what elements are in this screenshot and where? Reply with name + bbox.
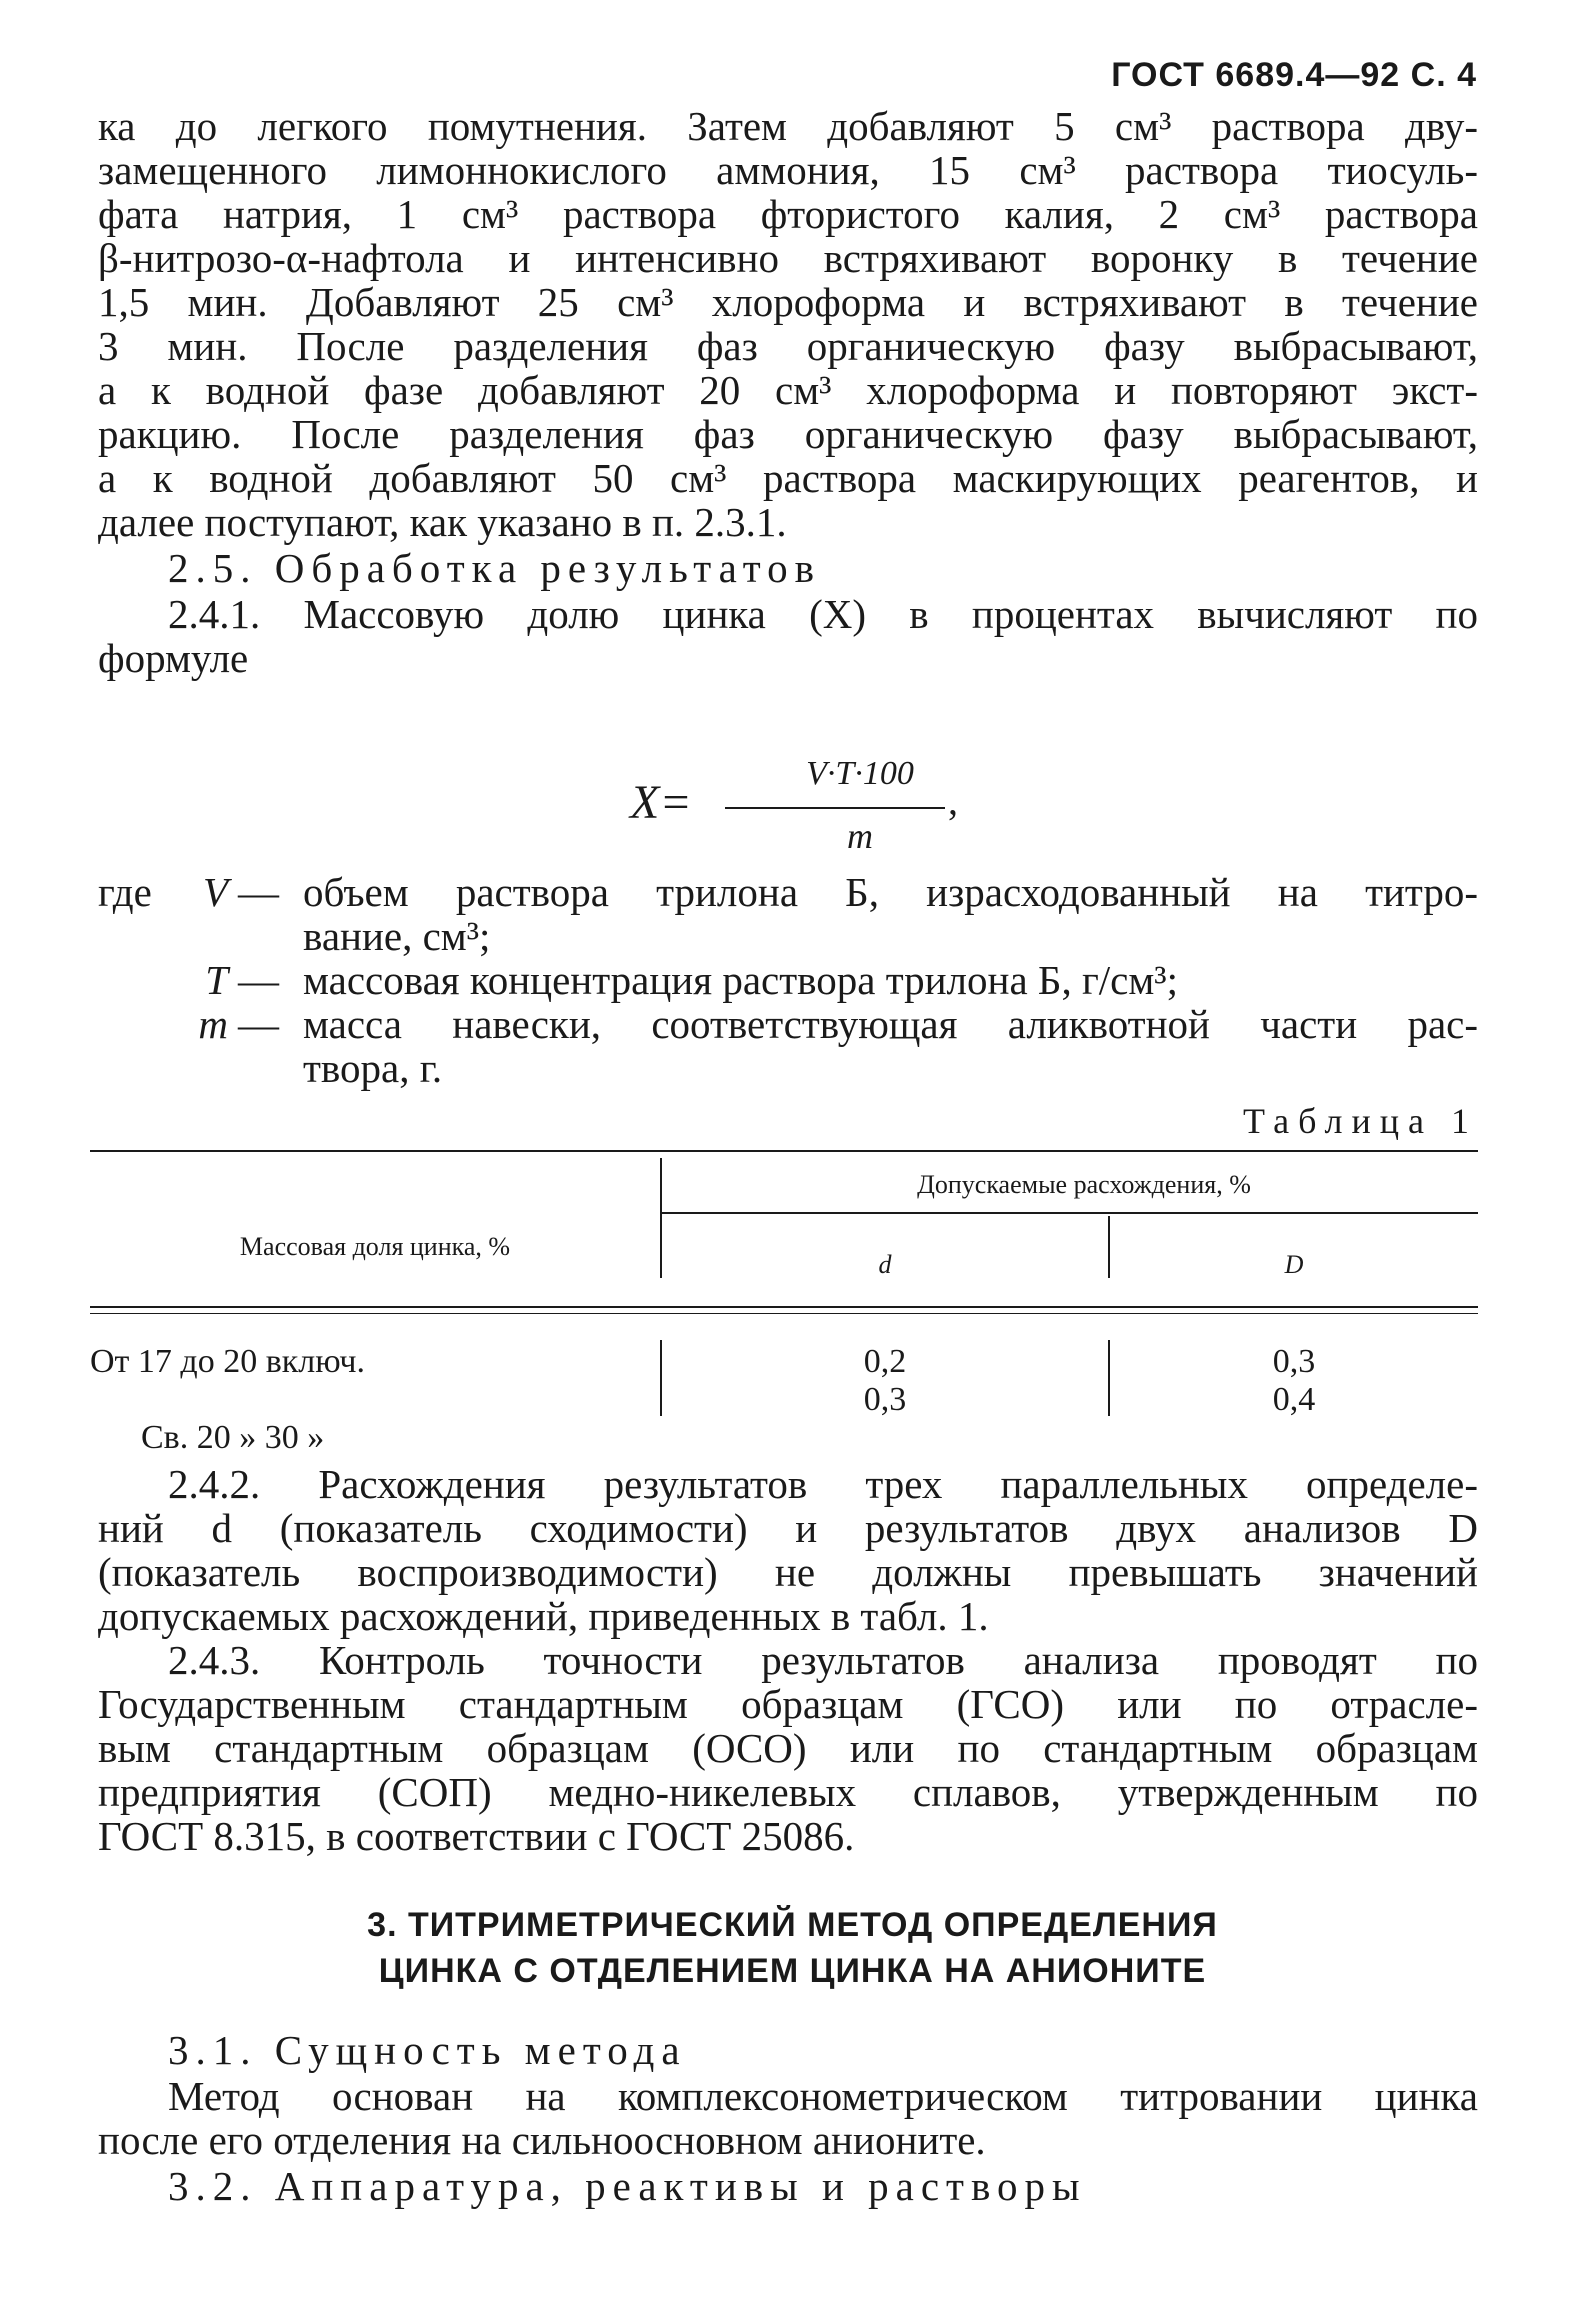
text-line: а к водной добавляют 50 см³ раствора маскирующих реагентов, и [98, 455, 1478, 501]
section-3-title: ЦИНКА С ОТДЕЛЕНИЕМ ЦИНКА НА АНИОНИТЕ [378, 1952, 1207, 1990]
text-line: 2.4.1. Массовую долю цинка (X) в процентах вычисляют по [168, 591, 1478, 637]
definition-row: m — масса навески, соответствующая аликвотной части рас- [98, 1002, 1478, 1046]
cell-range: Св. 20 » 30 » [141, 1419, 325, 1456]
formula-denominator: m [847, 816, 873, 856]
formula-comma: , [948, 778, 958, 823]
cell-D: 0,4 [1272, 1381, 1316, 1418]
col-header-d: d [878, 1250, 892, 1279]
table-row [90, 1343, 365, 1381]
text-line: фата натрия, 1 см³ раствора фтористого калия, 2 см³ раствора [98, 191, 1478, 237]
definition-text: твора, г. [303, 1045, 443, 1091]
text-line: вым стандартным образцам (ОСО) или по стандартным образцам [98, 1725, 1478, 1771]
text-line: предприятия (СОП) медно-никелевых сплавов, утвержденным по [98, 1769, 1478, 1815]
where-label: где [98, 869, 152, 915]
page-header: ГОСТ 6689.4—92 С. 4 [1111, 56, 1477, 94]
cell-d: 0,3 [863, 1381, 907, 1418]
text-line: Метод основан на комплексонометрическом титровании цинка [168, 2073, 1478, 2119]
text-line: а к водной фазе добавляют 20 см³ хлороформа и повторяют экст- [98, 367, 1478, 413]
definition-row: T — массовая концентрация раствора трилона Б, г/см³; [98, 958, 1478, 1002]
variable-definitions [98, 870, 1478, 1090]
text-line: β-нитрозо-α-нафтола и интенсивно встряхивают воронку в течение [98, 235, 1478, 281]
text-line: 3 мин. После разделения фаз органическую фазу выбрасывают, [98, 323, 1478, 369]
col-header-D: D [1284, 1250, 1304, 1279]
formula-lhs: X= [630, 776, 692, 829]
cell-D: 0,3 [1272, 1343, 1316, 1380]
text-line: ний d (показатель сходимости) и результатов двух анализов D [98, 1505, 1478, 1551]
formula-numerator: V·T·100 [806, 755, 914, 792]
definition-text: массовая концентрация раствора трилона Б, г/см³; [303, 957, 1178, 1003]
definition-symbol: T [205, 957, 228, 1003]
text-line: 2.4.2. Расхождения результатов трех параллельных определе- [168, 1461, 1478, 1507]
group-header: Допускаемые расхождения, % [917, 1170, 1251, 1199]
definition-row [98, 914, 1478, 958]
text-line: 2.4.3. Контроль точности результатов анализа проводят по [168, 1637, 1478, 1683]
definition-row [98, 1046, 1478, 1090]
cell-range: От 17 до 20 включ. [90, 1343, 365, 1380]
text-line: 1,5 мин. Добавляют 25 см³ хлороформа и встряхивают в течение [98, 279, 1478, 325]
header-rule [90, 1306, 1478, 1308]
fraction-bar [725, 807, 945, 809]
definition-symbol: m [198, 1001, 228, 1047]
zinc-formula [630, 755, 960, 875]
definition-text: вание, см³; [303, 913, 491, 959]
text-line: допускаемых расхождений, приведенных в табл. 1. [98, 1593, 989, 1639]
table-caption: Таблица 1 [1243, 1101, 1478, 1141]
text-line: Государственным стандартным образцам (ГСО) или по отрасле- [98, 1681, 1478, 1727]
text-line: далее поступают, как указано в п. 2.3.1. [98, 499, 787, 545]
text-line: замещенного лимоннокислого аммония, 15 см³ раствора тиосуль- [98, 147, 1478, 193]
text-line: формуле [98, 635, 249, 681]
definition-text: масса навески, соответствующая аликвотной части рас- [303, 1001, 1478, 1047]
text-line: ка до легкого помутнения. Затем добавляют 5 см³ раствора дву- [98, 103, 1478, 149]
definition-symbol: V [202, 869, 228, 915]
text-line: (показатель воспроизводимости) не должны превышать значений [98, 1549, 1478, 1595]
section-3-title: 3. ТИТРИМЕТРИЧЕСКИЙ МЕТОД ОПРЕДЕЛЕНИЯ [367, 1906, 1218, 1944]
table-top-rule [90, 1150, 1478, 1152]
definition-row: где V — объем раствора трилона Б, израсходованный на титро- [98, 869, 1478, 915]
group-header-rule [662, 1212, 1478, 1214]
section-heading-2-5: 2.5. Обработка результатов [168, 545, 822, 591]
definition-text: объем раствора трилона Б, израсходованный на титро- [303, 869, 1478, 915]
text-line: после его отделения на сильноосновном анионите. [98, 2117, 986, 2163]
header-rule [90, 1313, 1478, 1314]
section-heading-3-1: 3.1. Сущность метода [168, 2027, 687, 2073]
col-header-mass-fraction: Массовая доля цинка, % [239, 1232, 511, 1261]
text-line: ракцию. После разделения фаз органическую фазу выбрасывают, [98, 411, 1478, 457]
section-heading-3-2: 3.2. Аппаратура, реактивы и растворы [168, 2163, 1087, 2209]
text-line: ГОСТ 8.315, в соответствии с ГОСТ 25086. [98, 1813, 855, 1859]
cell-d: 0,2 [863, 1343, 907, 1380]
tolerance-table [90, 1150, 1478, 1456]
